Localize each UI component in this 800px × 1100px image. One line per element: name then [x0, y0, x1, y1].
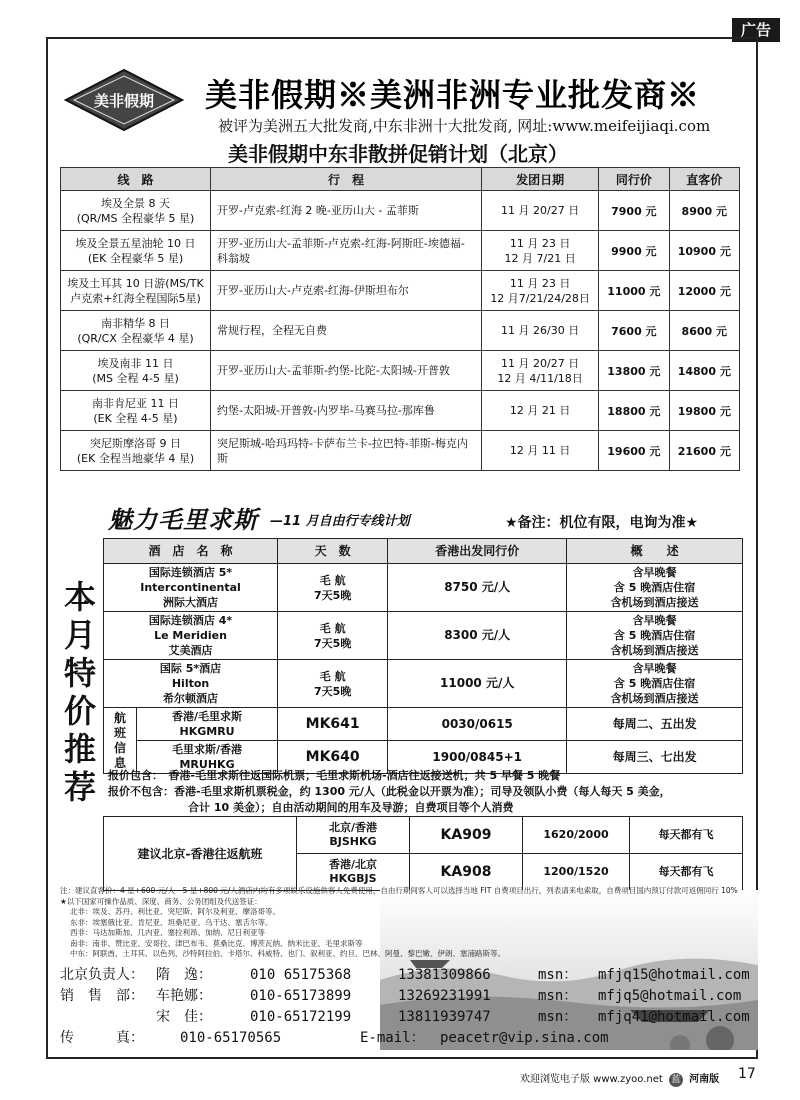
side-title-char: 月	[63, 616, 96, 654]
bj-flight-route: 香港/北京 HKGBJS	[297, 854, 410, 891]
side-title-char: 本	[63, 578, 96, 616]
hotel-row	[104, 564, 743, 612]
mauritius-banner: 魅力毛里求斯	[108, 506, 258, 534]
contact-tel: 010-65173899	[250, 988, 352, 1004]
tour-dates: 11 月 23 日 12 月7/21/24/28日	[482, 271, 599, 311]
contact-row	[60, 965, 750, 986]
tour-trade-price: 13800 元	[599, 351, 669, 391]
fax-label: 传 真：	[60, 1030, 144, 1046]
contact-name: 车艳娜：	[156, 988, 212, 1004]
contact-mobile: 13811939747	[398, 1009, 491, 1025]
flight-route: 毛里求斯/香港 MRUHKG	[137, 741, 278, 774]
tour-retail-price: 21600 元	[669, 431, 739, 471]
hotel-col-header: 天 数	[278, 539, 388, 564]
hotel-name: 国际连锁酒店 4* Le Meridien 艾美酒店	[104, 612, 278, 660]
footer-edition: 河南版	[689, 1074, 720, 1085]
tour-trade-price: 7900 元	[599, 191, 669, 231]
flight-row	[104, 708, 743, 741]
bj-flight-label: 建议北京-香港往返航班	[104, 817, 297, 891]
monthly-special-title	[62, 578, 98, 806]
hotel-name: 国际 5*酒店 Hilton 希尔顿酒店	[104, 660, 278, 708]
tour-row	[61, 391, 740, 431]
tour-dates: 11 月 20/27 日 12 月 4/11/18日	[482, 351, 599, 391]
tour-row	[61, 231, 740, 271]
fine-print-line: 注：建议直客价：4 星+600 元/人 5 星+800 元/人酒店内均有多项娱乐设施供客人免费使用，自由行期间客人可以选择当地 FIT 自费项目出行，列表请来电索取，自费项目国内预订付款可返佣同行 10%	[60, 886, 738, 895]
tour-route: 埃及土耳其 10 日游(MS/TK 卢克索+红海全程国际5星)	[61, 271, 211, 311]
contact-msn[interactable]: mfjq15@hotmail.com	[598, 967, 750, 983]
tour-row	[61, 311, 740, 351]
flight-time: 0030/0615	[388, 708, 567, 741]
hotel-row	[104, 612, 743, 660]
tour-col-header: 发团日期	[482, 168, 599, 191]
tour-itinerary: 常规行程，全程无自费	[211, 311, 482, 351]
contact-role	[60, 1007, 156, 1028]
hotel-desc: 含早晚餐 含 5 晚酒店住宿 含机场到酒店接送	[567, 612, 743, 660]
tour-itinerary: 开罗-卢克索-红海 2 晚-亚历山大 - 孟菲斯	[211, 191, 482, 231]
email-address[interactable]: peacetr@vip.sina.com	[440, 1030, 609, 1046]
flight-number: MK641	[278, 708, 388, 741]
side-title-char: 特	[63, 654, 96, 692]
bj-flight-route: 北京/香港 BJSHKG	[297, 817, 410, 854]
tour-row	[61, 271, 740, 311]
page-number: 17	[738, 1066, 756, 1082]
fine-print-line: 南非：南非、赞比亚、安哥拉、津巴布韦、莫桑比克、博茨瓦纳、纳米比亚、毛里求斯等	[70, 938, 363, 948]
flight-frequency: 每周三、七出发	[567, 741, 743, 774]
mauritius-banner-sub: —11 月自由行专线计划	[270, 514, 410, 529]
hotel-row	[104, 660, 743, 708]
contact-role: 销 售 部：	[60, 988, 144, 1004]
brand-line: 美非假期※美洲非洲专业批发商※	[205, 76, 701, 114]
tour-itinerary: 突尼斯城-哈玛玛特-卡萨布兰卡-拉巴特-菲斯-梅克内斯	[211, 431, 482, 471]
tour-itinerary: 开罗-亚历山大-孟菲斯-约堡-比陀-太阳城-开普敦	[211, 351, 482, 391]
tour-row	[61, 431, 740, 471]
hotel-days: 毛 航 7天5晚	[278, 660, 388, 708]
hotel-price: 11000 元/人	[388, 660, 567, 708]
tour-retail-price: 12000 元	[669, 271, 739, 311]
contact-msn[interactable]: mfjq41@hotmail.com	[598, 1009, 750, 1025]
side-title-char: 推	[63, 730, 96, 768]
price-inclusions	[108, 768, 748, 816]
footer-mark: 蓝	[669, 1073, 683, 1087]
contact-msn-label: msn：	[538, 967, 578, 983]
bj-flight-time: 1200/1520	[523, 854, 630, 891]
fax-number: 010-65170565	[180, 1030, 282, 1046]
hotel-price: 8300 元/人	[388, 612, 567, 660]
contact-row	[60, 986, 750, 1007]
tour-row	[61, 351, 740, 391]
tour-route: 南非精华 8 日 (QR/CX 全程豪华 4 星)	[61, 311, 211, 351]
bj-flight-row	[104, 817, 743, 854]
availability-note: ★备注：机位有限，电询为准★	[505, 515, 699, 531]
tour-trade-price: 9900 元	[599, 231, 669, 271]
contact-row	[60, 1007, 750, 1028]
flight-number: MK640	[278, 741, 388, 774]
tour-trade-price: 18800 元	[599, 391, 669, 431]
contact-msn-label: msn：	[538, 988, 578, 1004]
hotel-desc: 含早晚餐 含 5 晚酒店住宿 含机场到酒店接送	[567, 660, 743, 708]
contact-name: 宋 佳：	[156, 1009, 212, 1025]
beijing-flight-table	[103, 816, 743, 891]
hotel-days: 毛 航 7天5晚	[278, 564, 388, 612]
tour-col-header: 线 路	[61, 168, 211, 191]
fine-print-line: 西非：马达加斯加、几内亚、塞拉利昂、加纳、尼日利亚等	[70, 928, 265, 937]
tour-retail-price: 8900 元	[669, 191, 739, 231]
tour-retail-price: 14800 元	[669, 351, 739, 391]
footer-site: 欢迎浏览电子版 www.zyoo.net	[520, 1074, 663, 1085]
bj-flight-number: KA908	[410, 854, 523, 891]
tour-col-header: 同行价	[599, 168, 669, 191]
fax-row	[60, 1028, 750, 1049]
flight-time: 1900/0845+1	[388, 741, 567, 774]
ad-label: 广告	[732, 18, 780, 42]
tour-trade-price: 19600 元	[599, 431, 669, 471]
bj-flight-frequency: 每天都有飞	[630, 854, 743, 891]
fine-print-line: 北非：埃及、苏丹、利比亚、突尼斯、阿尔及利亚、摩洛哥等。	[70, 907, 280, 916]
tour-route: 埃及全景 8 天 (QR/MS 全程豪华 5 星)	[61, 191, 211, 231]
tour-retail-price: 8600 元	[669, 311, 739, 351]
bj-flight-frequency: 每天都有飞	[630, 817, 743, 854]
tour-itinerary: 约堡-太阳城-开普敦-内罗毕-马赛马拉-那库鲁	[211, 391, 482, 431]
excludes-text-2: 合计 10 美金）；自由活动期间的用车及导游；自费项目等个人消费	[188, 801, 514, 814]
tour-itinerary: 开罗-亚历山大-孟菲斯-卢克索-红海-阿斯旺-埃德福-科翁坡	[211, 231, 482, 271]
tour-table-header	[61, 168, 740, 191]
tour-trade-price: 7600 元	[599, 311, 669, 351]
tour-retail-price: 10900 元	[669, 231, 739, 271]
flight-route: 香港/毛里求斯 HKGMRU	[137, 708, 278, 741]
bj-flight-time: 1620/2000	[523, 817, 630, 854]
bj-flight-number: KA909	[410, 817, 523, 854]
tour-col-header: 直客价	[669, 168, 739, 191]
contact-role: 北京负责人：	[60, 967, 144, 983]
email-label: E-mail：	[360, 1030, 425, 1046]
contact-tel: 010-65172199	[250, 1009, 352, 1025]
tour-dates: 12 月 21 日	[482, 391, 599, 431]
fine-print	[60, 886, 760, 960]
tour-row	[61, 191, 740, 231]
contact-name: 隋 逸：	[156, 967, 212, 983]
flight-frequency: 每周二、五出发	[567, 708, 743, 741]
hotel-table	[103, 538, 743, 774]
hotel-col-header: 酒 店 名 称	[104, 539, 278, 564]
hotel-desc: 含早晚餐 含 5 晚酒店住宿 含机场到酒店接送	[567, 564, 743, 612]
tour-route: 南非肯尼亚 11 日 (EK 全程 4-5 星)	[61, 391, 211, 431]
fine-print-line: 中东：阿联酋、土耳其、以色列、沙特阿拉伯、卡塔尔、科威特、也门、叙利亚、约旦、巴林、阿曼、黎巴嫩、伊朗、塞浦路斯等。	[70, 949, 505, 958]
hotel-price: 8750 元/人	[388, 564, 567, 612]
logo-text: 美非假期	[93, 92, 155, 110]
tour-dates: 12 月 11 日	[482, 431, 599, 471]
tour-route: 突尼斯摩洛哥 9 日 (EK 全程当地豪华 4 星)	[61, 431, 211, 471]
tour-dates: 11 月 23 日 12 月 7/21 日	[482, 231, 599, 271]
plan-title: 美非假期中东非散拼促销计划（北京）	[228, 142, 568, 166]
contact-msn[interactable]: mfjq5@hotmail.com	[598, 988, 742, 1004]
hotel-days: 毛 航 7天5晚	[278, 612, 388, 660]
tour-table	[60, 167, 740, 471]
tour-route: 埃及全景五星油轮 10 日 (EK 全程豪华 5 星)	[61, 231, 211, 271]
contact-tel: 010 65175368	[250, 967, 352, 983]
tour-trade-price: 11000 元	[599, 271, 669, 311]
hotel-col-header: 香港出发同行价	[388, 539, 567, 564]
footer	[520, 1070, 719, 1087]
tour-dates: 11 月 26/30 日	[482, 311, 599, 351]
contact-list	[60, 965, 750, 1049]
logo-diamond	[64, 68, 184, 132]
hotel-name: 国际连锁酒店 5* Intercontinental 洲际大酒店	[104, 564, 278, 612]
tour-itinerary: 开罗-亚历山大-卢克索-红海-伊斯坦布尔	[211, 271, 482, 311]
tour-col-header: 行 程	[211, 168, 482, 191]
fine-print-line: 东非：埃塞俄比亚、肯尼亚、坦桑尼亚、乌干达、塞舌尔等。	[70, 917, 273, 927]
fine-print-line: ★以下国家可操作品质、深度、商务、公务团组及代送签证：	[60, 896, 262, 906]
contact-mobile: 13269231991	[398, 988, 491, 1004]
side-title-char: 价	[63, 692, 96, 730]
subtitle: 被评为美洲五大批发商,中东非洲十大批发商, 网址:www.meifeijiaqi.com	[218, 117, 711, 135]
tour-route: 埃及南非 11 日 (MS 全程 4-5 星)	[61, 351, 211, 391]
includes-text: 报价包含： 香港-毛里求斯往返国际机票；毛里求斯机场-酒店往返接送机；共 5 早餐 5 晚餐	[108, 769, 561, 782]
tour-retail-price: 19800 元	[669, 391, 739, 431]
tour-dates: 11 月 20/27 日	[482, 191, 599, 231]
flight-info-label: 航 班 信 息	[104, 708, 137, 774]
contact-msn-label: msn：	[538, 1009, 578, 1025]
excludes-text: 报价不包含：香港-毛里求斯机票税金，约 1300 元/人（此税金以开票为准）；司导及领队小费（每人每天 5 美金，	[108, 785, 671, 798]
side-title-char: 荐	[63, 768, 96, 806]
hotel-col-header: 概 述	[567, 539, 743, 564]
hotel-table-header	[104, 539, 743, 564]
contact-mobile: 13381309866	[398, 967, 491, 983]
